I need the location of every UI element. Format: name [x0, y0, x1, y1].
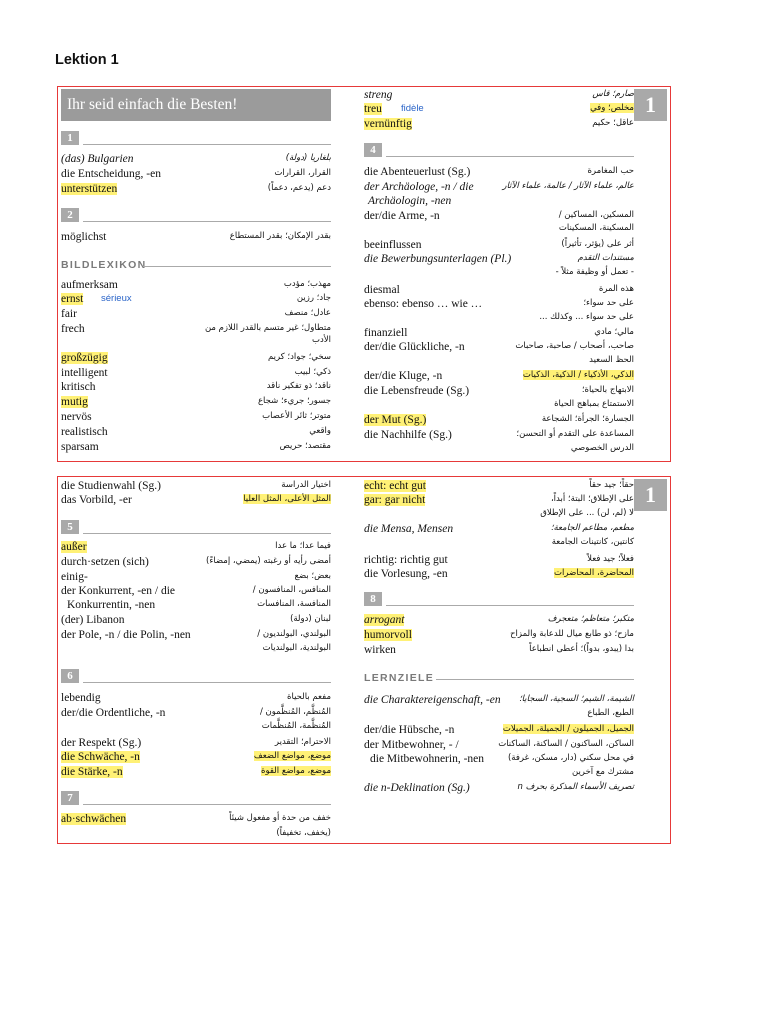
section-header-6	[61, 669, 331, 685]
section-number: 5	[61, 520, 79, 534]
chapter-title-banner: Ihr seid einfach die Besten!	[61, 89, 331, 121]
chapter-tab: 1	[634, 479, 667, 511]
section-number: 4	[364, 143, 382, 157]
section-header-5	[61, 520, 331, 536]
bildlexikon-heading: BILDLEXIKON	[61, 259, 331, 273]
french-note: sérieux	[101, 293, 132, 304]
section-number: 7	[61, 791, 79, 805]
section-header-4	[364, 143, 634, 159]
section-number: 1	[61, 131, 79, 145]
section-header-1	[61, 131, 331, 147]
section-number: 6	[61, 669, 79, 683]
section-header-8	[364, 592, 634, 608]
vocab-panel-2: 1 die Studienwahl (Sg.) اختيار الدراسة das Vorbild, -er المثل الأعلى، المثل العليا 5 außer فيما عدا؛ ما عدا durch·setzen (sich) أمضى رأيه أو رغبته (يمضي، إمضاءً) einig- بعض؛ بضع der Konkurrent, -en / die المنافس، المنافسون / Konkurrentin, -nen المنافسة، المنافسات (der) Libanon لبنان (دولة) der Pole, -n / die Polin, -nen البولندي، البولنديون / البولندية، البولنديات 6 lebendig مفعم بالحياة der/die Ordentliche, -n المُنظَّم، المُنظَّمون / المُنظَّمة، المُنظَّمات der Respekt (Sg.) الاحترام؛ التقدير die Schwäche, -n موضع، مواضع الضعف die Stärke, -n موضع، مواضع القوة 7 ab·schwächen خفف من حدة أو مفعول شيئاً (يخفف، تخفيفاً) echt: echt gut حقاً؛ جيد حقاً gar: gar nicht على الإطلاق؛ البتة؛ أبداً، لا (لم، لن) ... على الإطلاق die Mensa, Mensen مطعم، مطاعم الجامعة؛ كانتين، كانتينات الجامعة richtig: richtig gut فعلاً؛ جيد فعلاً die Vorlesung, -en المحاضرة، المحاضرات 8 arrogant متكبر؛ متعاظم؛ متعجرف humorvoll مازح؛ ذو طابع ميال للدعابة والمزاح wirken بدا (يبدو، بدواً)؛ أعطى انطباعاً LERNZIELE die Charaktereigenschaft, -en الشيمة، الشيم؛ السجية، السجايا؛ الطبع، الطباع der/die Hübsche, -n الجميل، الجميلون / الجميلة، الجميلات der Mitbewohner, - / الساكن، الساكنون / الساكنة، الساكنات die Mitbewohnerin, -nen في محل سكني (دار، مسكن، غرفة) مشترك مع آخرين die n-Deklination (Sg.) تصريف الأسماء المذكرة بحرف n	[57, 476, 671, 844]
chapter-tab: 1	[634, 89, 667, 121]
lernziele-heading: LERNZIELE	[364, 672, 634, 686]
vocab-panel-1: 1 Ihr seid einfach die Besten! 1 (das) Bulgarien بلغاريا (دولة) die Entscheidung, -en القرار، القرارات unterstützen دعم (يدعم، دعماً) 2 möglichst بقدر الإمكان؛ بقدر المستطاع BILDLEXIKON aufmerksam مهذب؛ مؤدب ernst sérieux جاد؛ رزين fair عادل؛ منصف frech متطاول؛ غير متسم بالقدر اللازم من الأدب großzügig سخي؛ جواد؛ كريم intelligent ذكي؛ لبيب kritisch ناقد؛ ذو تفكير ناقد mutig جسور؛ جريء؛ شجاع nervös متوتر؛ ثائر الأعصاب realistisch واقعي sparsam مقتصد؛ حريص streng صارم؛ قاس treu fidèle مخلص؛ وفي vernünftig عاقل؛ حكيم 4 die Abenteuerlust (Sg.) حب المغامرة der Archäologe, -n / die عالم، علماء الآثار / عالمة، علماء الآثار Archäologin, -nen der/die Arme, -n المسكين، المساكين / المسكينة، المسكينات beeinflussen أثر على (يؤثر، تأثيراً) die Bewerbungsunterlagen (Pl.) مستندات التقدم - تعمل أو وظيفة مثلاً - diesmal هذه المرة ebenso: ebenso … wie … على حد سواء؛ على حد سواء ... وكذلك ... finanziell مالي؛ مادي der/die Glückliche, -n صاحب، أصحاب / صاحبة، صاحبات الحظ السعيد der/die Kluge, -n الذكي، الأذكياء / الذكية، الذكيات die Lebensfreude (Sg.) الابتهاج بالحياة؛ الاستمتاع بمباهج الحياة der Mut (Sg.) الجسارة؛ الجرأة؛ الشجاعة die Nachhilfe (Sg.) المساعدة على التقدم أو التحسن؛ الدرس الخصوصي	[57, 86, 671, 462]
section-number: 2	[61, 208, 79, 222]
document-title: Lektion 1	[55, 52, 119, 68]
section-header-2	[61, 208, 331, 224]
section-header-7	[61, 791, 331, 807]
section-number: 8	[364, 592, 382, 606]
french-note: fidèle	[401, 103, 424, 114]
